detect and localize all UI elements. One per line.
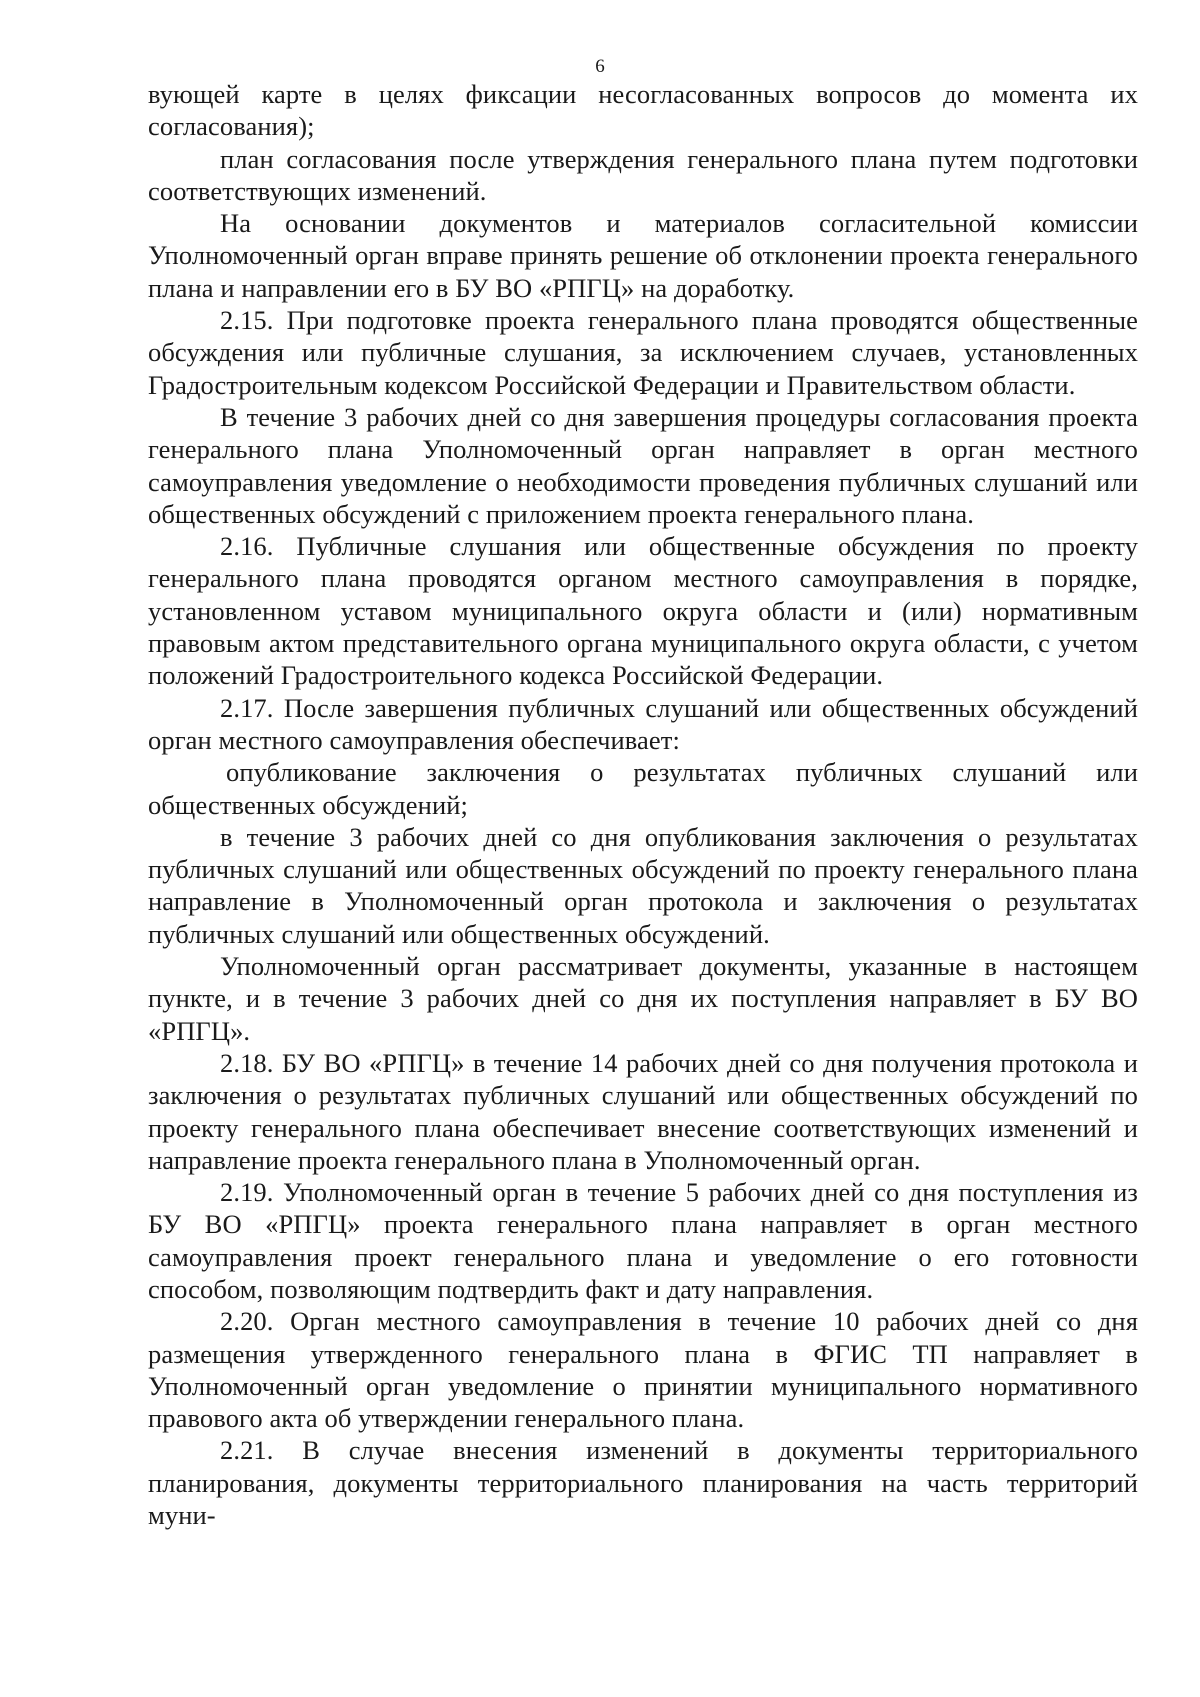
paragraph-continuation: вующей карте в целях фиксации несогласованных вопросов до момента их согласования); — [148, 79, 1138, 142]
paragraph-clause-2-19: 2.19. Уполномоченный орган в течение 5 рабочих дней со дня поступления из БУ ВО «РПГЦ» проекта генерального плана направляет в орган местного самоуправления проект генерального плана и уведомление о его готовности способом, позволяющим подтвердить факт и дату направления. — [148, 1177, 1138, 1304]
paragraph: В течение 3 рабочих дней со дня завершения процедуры согласования проекта генерального плана Уполномоченный орган направляет в орган местного самоуправления уведомление о необходимости проведения публичных слушаний или общественных обсуждений с приложением проекта генерального плана. — [148, 401, 1138, 529]
page-number: 6 — [595, 56, 605, 77]
paragraph: в течение 3 рабочих дней со дня опубликования заключения о результатах публичных слушаний или общественных обсуждений по проекту генерального плана направление в Уполномоченный орган протокола и заключения о результатах публичных слушаний или общественных обсуждений. — [148, 821, 1138, 949]
paragraph-clause-2-18: 2.18. БУ ВО «РПГЦ» в течение 14 рабочих дней со дня получения протокола и заключения о результатах публичных слушаний или общественных обсуждений по проекту генерального плана обеспечивает внесение соответствующих изменений и направление проекта генерального плана в Уполномоченный орган. — [148, 1047, 1138, 1175]
document-body — [148, 78, 1138, 1531]
paragraph-clause-2-15: 2.15. При подготовке проекта генерального плана проводятся общественные обсуждения или публичные слушания, за исключением случаев, установленных Градостроительным кодексом Российской Федерации и Правительством области. — [148, 305, 1138, 400]
paragraph-clause-2-16: 2.16. Публичные слушания или общественные обсуждения по проекту генерального плана проводятся органом местного самоуправления в порядке, установленном уставом муниципального округа области и (или) нормативным правовым актом представительного органа муниципального округа области, с учетом положений Градостроительного кодекса Российской Федерации. — [148, 531, 1138, 691]
paragraph: опубликование заключения о результатах публичных слушаний или общественных обсуждений; — [148, 757, 1138, 820]
paragraph: Уполномоченный орган рассматривает документы, указанные в настоящем пункте, и в течение 3 рабочих дней со дня их поступления направляет в БУ ВО «РПГЦ». — [148, 951, 1138, 1046]
paragraph-clause-2-20: 2.20. Орган местного самоуправления в течение 10 рабочих дней со дня размещения утвержденного генерального плана в ФГИС ТП направляет в Уполномоченный орган уведомление о принятии муниципального нормативного правового акта об утверждении генерального плана. — [148, 1306, 1138, 1434]
paragraph-clause-2-17: 2.17. После завершения публичных слушаний или общественных обсуждений орган местного самоуправления обеспечивает: — [148, 692, 1138, 755]
paragraph: На основании документов и материалов согласительной комиссии Уполномоченный орган вправе принять решение об отклонении проекта генерального плана и направлении его в БУ ВО «РПГЦ» на доработку. — [148, 208, 1138, 303]
paragraph: план согласования после утверждения генерального плана путем подготовки соответствующих изменений. — [148, 143, 1138, 206]
paragraph-clause-2-21: 2.21. В случае внесения изменений в документы территориального планирования, документы территориального планирования на часть территорий муни- — [148, 1435, 1138, 1531]
